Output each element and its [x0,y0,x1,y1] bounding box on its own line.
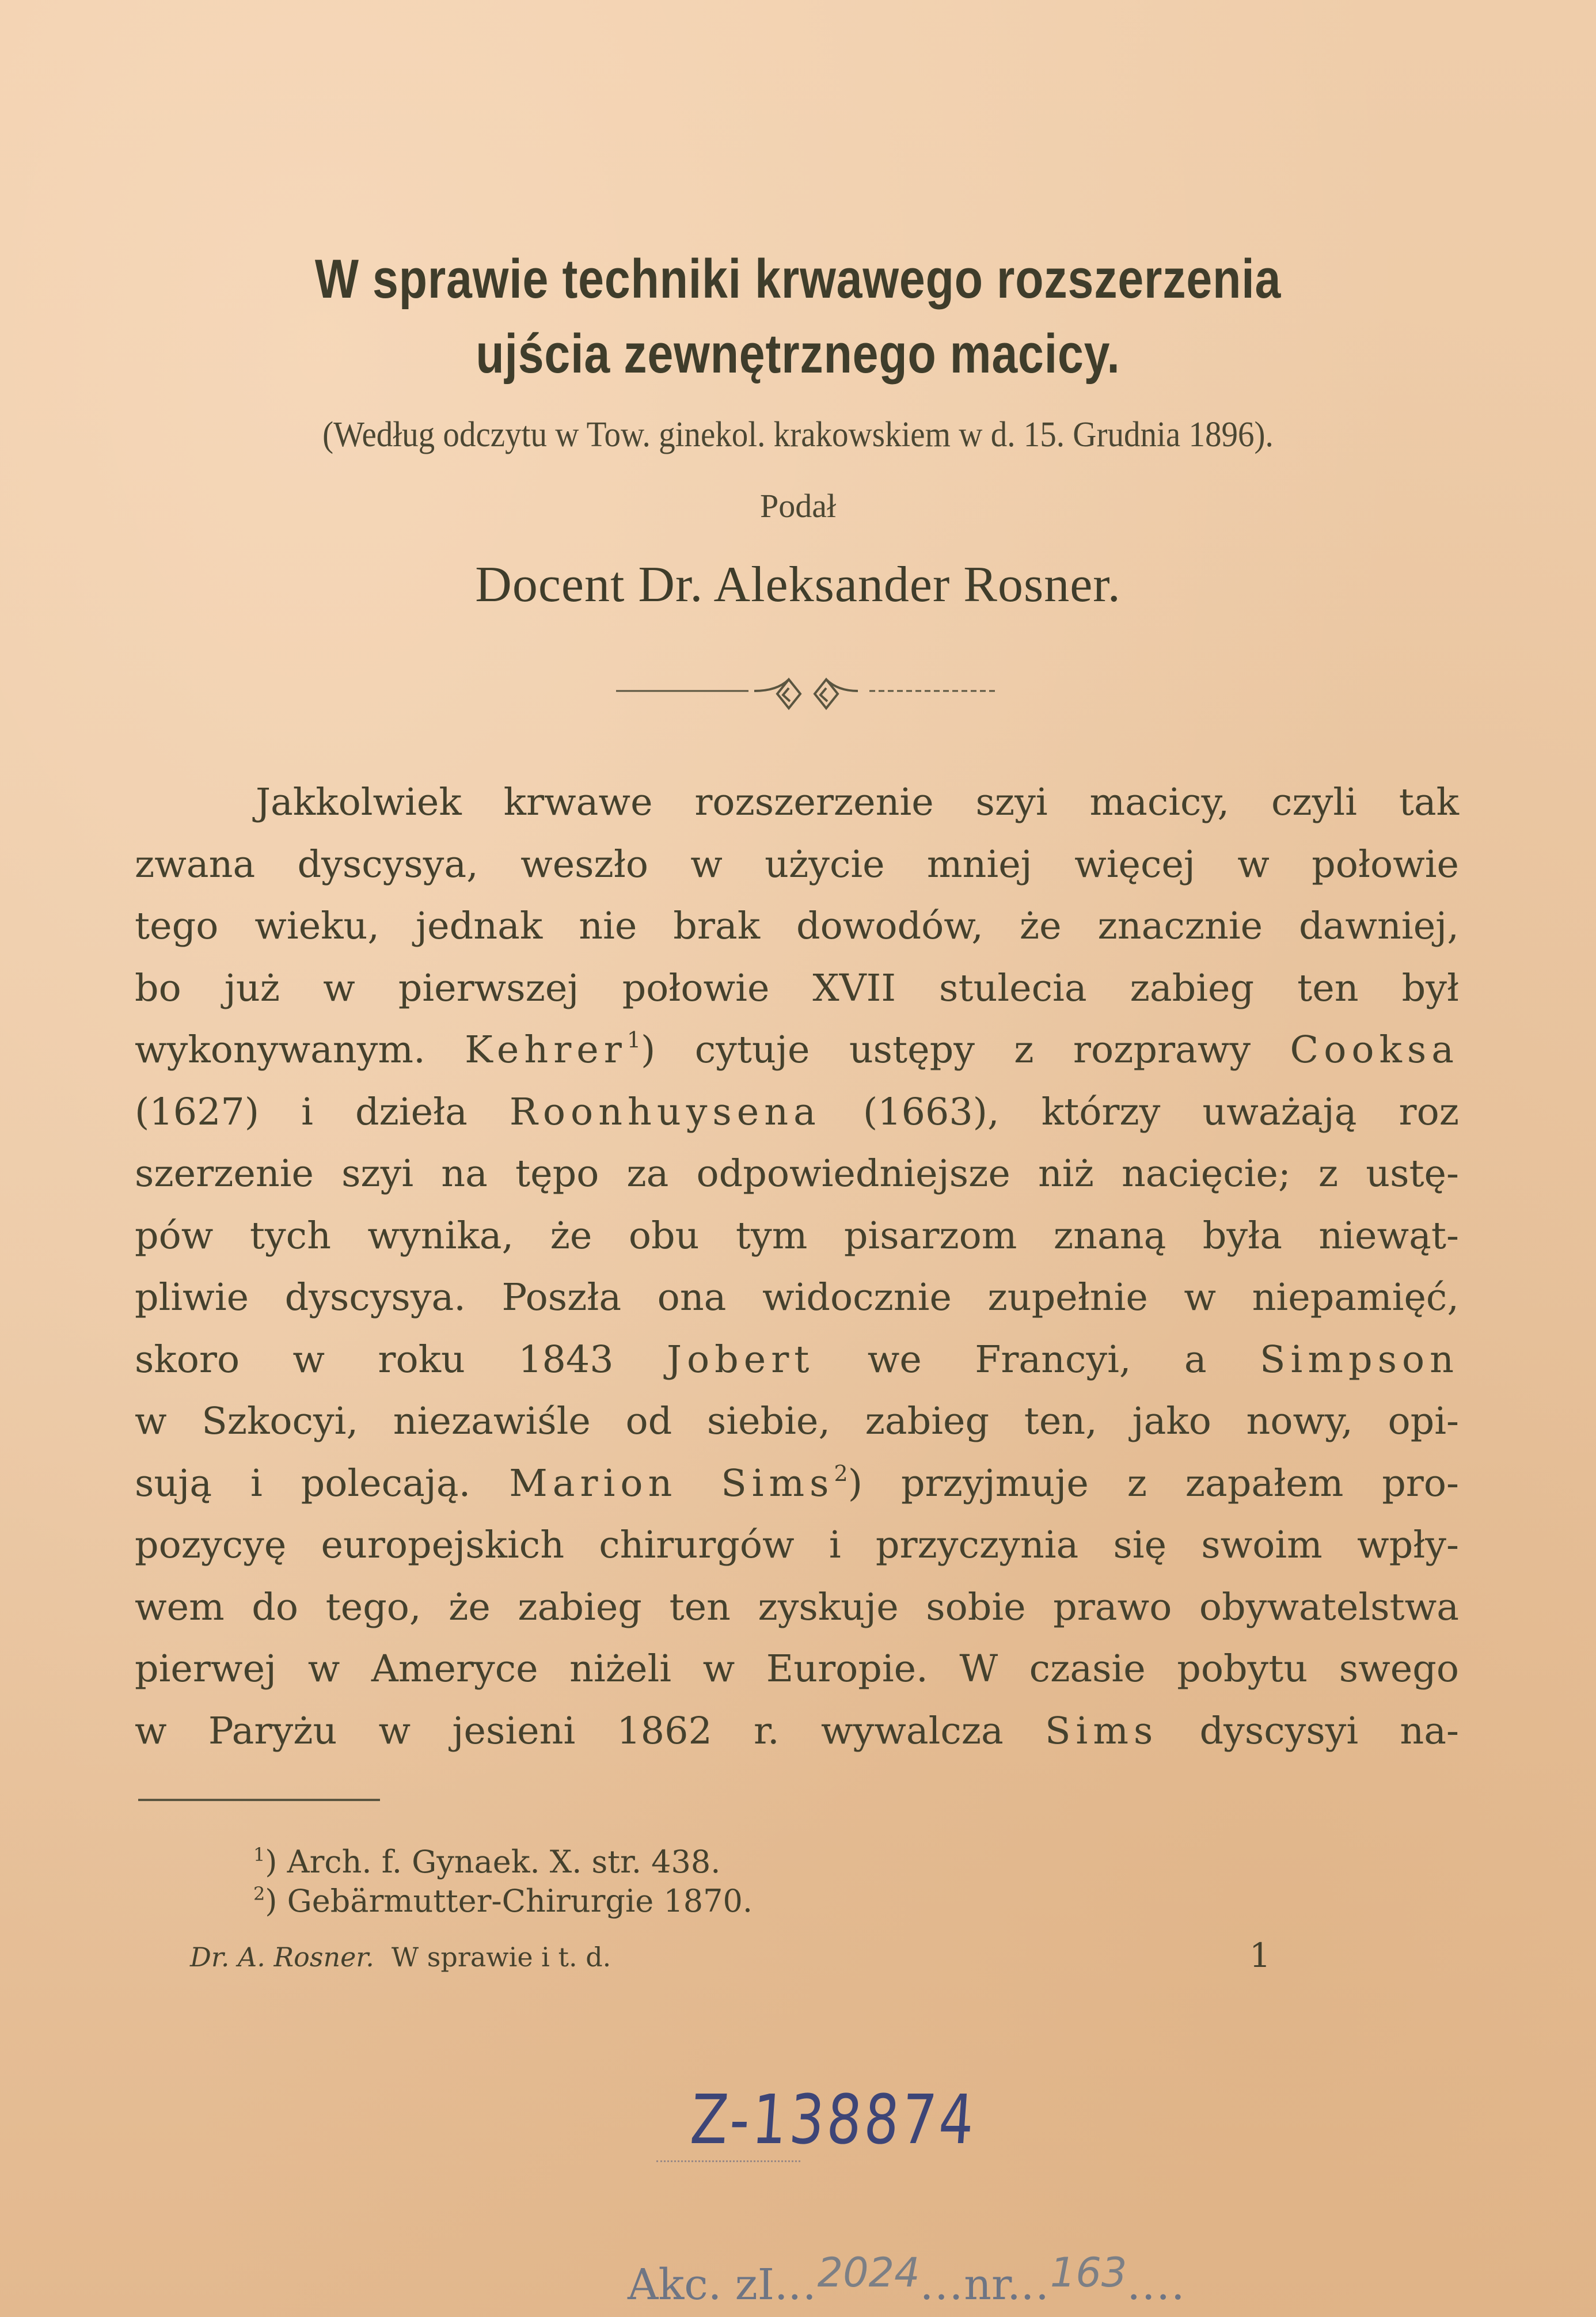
stamp-year: 2024 [817,2249,920,2296]
call-number-underline [656,2160,800,2164]
stamp-nr: 163 [1050,2249,1127,2296]
footnote-2: $^2$) Gebärmutter-Chirurgie 1870. [253,1883,753,1919]
text-fragment: przyjmuje z zapałem pro- [900,1461,1459,1505]
stamp-label: Akc. zI. [628,2260,788,2310]
body-line: zwana dyscysya, weszło w użycie mniej więcej w połowie [135,842,1459,886]
text-fragment: w Paryżu w jesieni 1862 r. wywalcza [135,1709,1004,1753]
running-author: Dr. A. Rosner. [190,1942,374,1973]
name-roonhuysena: Roonhuysena [509,1090,821,1134]
subtitle: (Według odczytu w Tow. ginekol. krakowskiem w d. 15. Grudnia 1896). [322,415,1274,454]
body-line [135,1329,1459,1391]
text-fragment: wykonywanym. [135,1028,425,1072]
body-line: w Szkocyi, niezawiśle od siebie, zabieg ten, jako nowy, opi- [135,1400,1459,1443]
footnote-text: Gebärmutter-Chirurgie 1870. [287,1883,753,1919]
text-fragment: (1663), którzy uważają roz [862,1090,1459,1134]
body-line: bo już w pierwszej połowie XVII stulecia zabieg ten był [135,966,1459,1010]
body-line: pierwej w Ameryce niżeli w Europie. W czasie pobytu swego [135,1647,1459,1691]
text-fragment: cytuje ustępy z rozprawy [694,1028,1251,1072]
running-footer [190,1942,611,1973]
byline-label: Podał [759,487,837,525]
title-line-2: ujścia zewnętrznego macicy. [476,323,1120,385]
name-cooksa: Cooksa [1290,1028,1459,1072]
name-sims: Sims [1045,1709,1158,1753]
ornamental-divider-icon [610,668,1002,714]
stamp-nr-label: nr. [964,2260,1021,2310]
footnote-1: $^1$) Arch. f. Gynaek. X. str. 438. [253,1844,721,1880]
name-simpson: Simpson [1260,1338,1459,1381]
running-title: W sprawie i t. d. [391,1942,611,1973]
body-line: pliwie dyscysya. Poszła ona widocznie zupełnie w niepamięć, [135,1276,1459,1319]
text-fragment: we Francyi, a [867,1338,1207,1381]
text-fragment: (1627) i dzieła [135,1090,468,1134]
body-line: pozycyę europejskich chirurgów i przyczynia się swoim wpły- [135,1524,1459,1567]
body-line: tego wieku, jednak nie brak dowodów, że znacznie dawniej, [135,905,1459,948]
body-line: pów tych wynika, że obu tym pisarzom znaną była niewąt- [135,1214,1459,1258]
footnotes [253,1843,753,1921]
name-jobert: Jobert [666,1338,815,1381]
page-number: 1 [1249,1936,1271,1975]
body-paragraph [135,772,1459,1762]
author-name: Docent Dr. Aleksander Rosner. [475,557,1121,613]
name-marion-sims: Marion Sims [509,1461,834,1505]
text-fragment: dyscysyi na- [1199,1709,1459,1753]
body-line: Jakkolwiek krwawe rozszerzenie szyi macicy, czyli tak [256,781,1459,824]
title-line-1: W sprawie techniki krwawego rozszerzenia [314,248,1282,310]
footnote-text: Arch. f. Gynaek. X. str. 438. [287,1844,721,1880]
text-fragment: sują i polecają. [135,1461,471,1505]
footnote-mark: 1 [253,1844,265,1866]
text-fragment: skoro w roku 1843 [135,1338,614,1381]
body-line: sują i polecają. Marion Sims$^2$) przyjmuje z zapałem pro- [135,1460,1459,1505]
footnote-ref[interactable]: 1 [626,1027,641,1053]
footnote-ref[interactable]: 2 [834,1460,848,1486]
body-line: wykonywanym. Kehrer$^1$) cytuje ustępy z rozprawy Cooksa [135,1027,1459,1072]
name-kehrer: Kehrer [465,1028,627,1072]
handwritten-call-number: Z-138874 [688,2080,979,2159]
body-line [135,1081,1459,1144]
accession-stamp: Akc. zI...2024...nr...163.... [628,2249,1186,2310]
body-line: szerzenie szyi na tępo za odpowiedniejsze niż nacięcie; z ustę- [135,1152,1459,1195]
body-line [135,1700,1459,1763]
footnote-mark: 2 [253,1883,265,1905]
footnote-separator [138,1799,380,1801]
body-line: wem do tego, że zabieg ten zyskuje sobie prawo obywatelstwa [135,1585,1459,1629]
